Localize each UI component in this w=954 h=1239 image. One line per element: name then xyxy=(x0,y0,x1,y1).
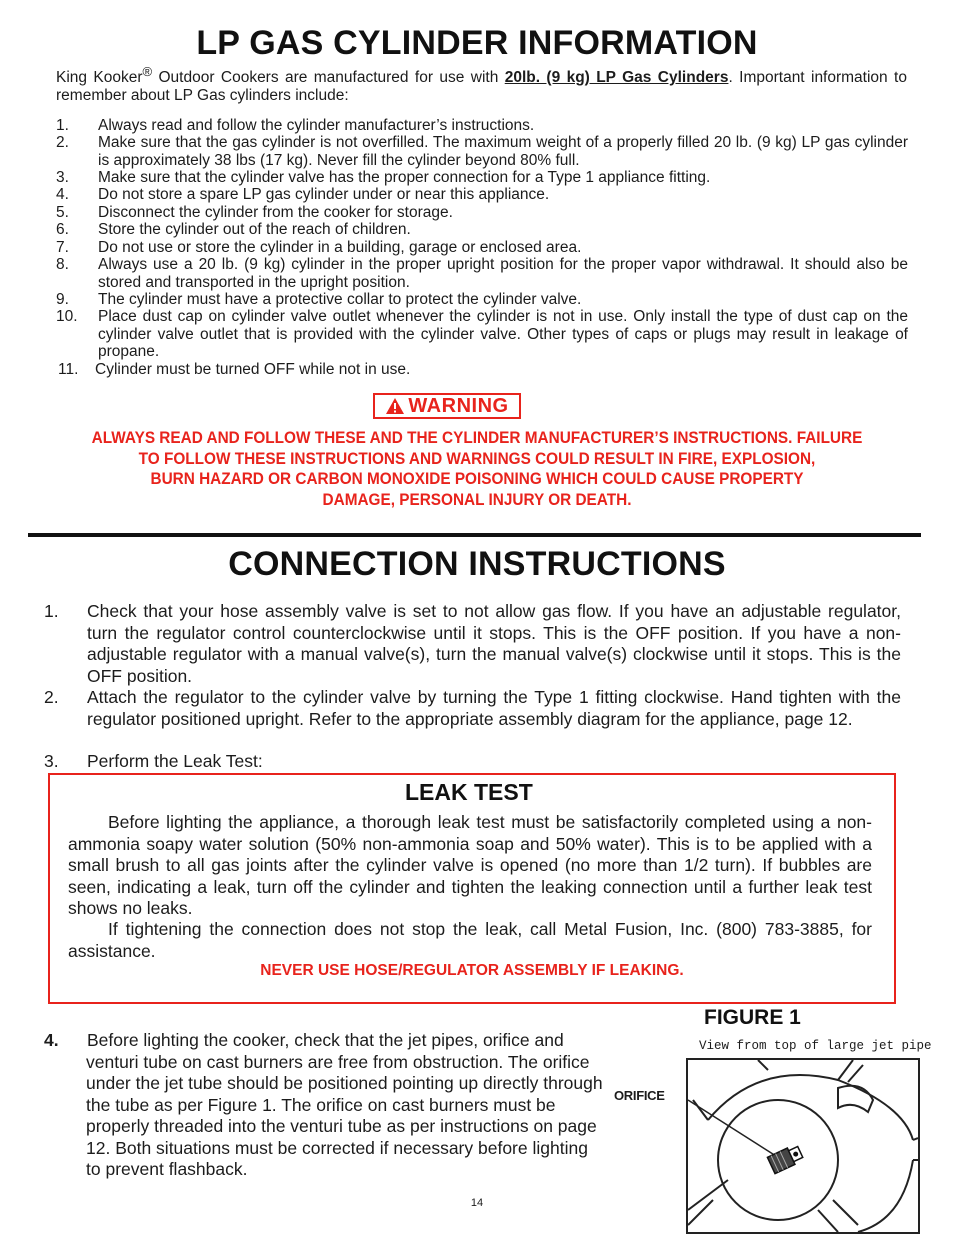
item-text: Place dust cap on cylinder valve outlet whenever the cylinder is not in use. Only install the type of dust cap on the cylinder valve outlet that is provided with the cylinder valve. Other types of caps or plugs may result in leakage of propane. xyxy=(98,308,908,360)
item-text: Store the cylinder out of the reach of children. xyxy=(98,221,411,238)
intro-text: Outdoor Cookers are manufactured for use with xyxy=(152,69,505,87)
step-text: Perform the Leak Test: xyxy=(87,751,263,771)
leak-test-title: LEAK TEST xyxy=(405,779,533,805)
item-number: 7. xyxy=(56,239,69,256)
item-text: Make sure that the cylinder valve has the proper connection for a Type 1 appliance fitting. xyxy=(98,169,711,186)
item-number: 8. xyxy=(56,256,69,273)
item-number: 5. xyxy=(56,204,69,221)
item-number: 2. xyxy=(56,134,69,151)
figure-caption: View from top of large jet pipe xyxy=(699,1039,932,1053)
warning-line: TO FOLLOW THESE INSTRUCTIONS AND WARNINGS COULD RESULT IN FIRE, EXPLOSION, xyxy=(138,449,816,468)
step-4-text: Before lighting the cooker, check that the jet pipes, orifice and venturi tube on cast burners are free from obstruction. The orifice under the jet tube should be positioned pointing up directly through the tube as per Figure 1. The orifice on cast burners must be properly threaded into the venturi tube as per instructions on page 12. Both situations must be corrected if necessary before lighting to prevent flashback. xyxy=(86,1030,603,1179)
cylinder-size-emphasis: 20lb. (9 kg) LP Gas Cylinders xyxy=(504,69,729,87)
section-title: CONNECTION INSTRUCTIONS xyxy=(228,545,726,583)
item-text: Cylinder must be turned OFF while not in use. xyxy=(95,361,411,378)
warning-line: DAMAGE, PERSONAL INJURY OR DEATH. xyxy=(322,490,632,509)
step-text: Attach the regulator to the cylinder valve by turning the Type 1 fitting clockwise. Hand tighten with the regulator positioned upright. Refer to the appropriate assembly diagram for the appliance, page 12. xyxy=(87,687,901,729)
item-text: Make sure that the gas cylinder is not overfilled. The maximum weight of a properly filled 20 lb. (9 kg) LP gas cylinder is approximately 38 lbs (17 kg). Never fill the cylinder beyond 80% full. xyxy=(98,134,908,169)
item-number: 4. xyxy=(56,186,69,203)
registered-mark: ® xyxy=(142,64,153,79)
item-text: Disconnect the cylinder from the cooker for storage. xyxy=(98,204,453,221)
leak-test-paragraph: Before lighting the appliance, a thorough leak test must be satisfactorily completed using a non-ammonia soapy water solution (50% non-ammonia soap and 50% water). This is to be applied with a small brush to all gas joints after the cylinder valve is opened (no more than 1/2 turn). If bubbles are seen, indicating a leak, turn off the cylinder and tighten the leaking connection until a further leak test shows no leaks. xyxy=(68,812,872,918)
item-number: 9. xyxy=(56,291,69,308)
orifice-label: ORIFICE xyxy=(614,1088,665,1103)
step-number: 1. xyxy=(44,601,59,621)
leak-test-box xyxy=(48,773,896,1004)
item-number: 1. xyxy=(56,117,69,134)
brand-name: King Kooker xyxy=(56,69,143,87)
figure-title: FIGURE 1 xyxy=(704,1006,801,1029)
step-number: 3. xyxy=(44,751,59,771)
item-number: 10. xyxy=(56,308,78,325)
item-text: Do not store a spare LP gas cylinder under or near this appliance. xyxy=(98,186,550,203)
item-text: Always read and follow the cylinder manufacturer’s instructions. xyxy=(98,117,535,134)
item-text: Do not use or store the cylinder in a building, garage or enclosed area. xyxy=(98,239,582,256)
warning-line: ALWAYS READ AND FOLLOW THESE AND THE CYLINDER MANUFACTURER’S INSTRUCTIONS. FAILURE xyxy=(91,429,863,447)
warning-line: BURN HAZARD OR CARBON MONOXIDE POISONING WHICH COULD CAUSE PROPERTY xyxy=(150,470,804,488)
item-text: The cylinder must have a protective collar to protect the cylinder valve. xyxy=(98,291,582,308)
item-number: 6. xyxy=(56,221,69,238)
item-text: Always use a 20 lb. (9 kg) cylinder in the proper upright position for the proper vapor withdrawal. It should also be stored and transported in the upright position. xyxy=(98,256,908,291)
page-number: 14 xyxy=(470,1197,484,1209)
leak-test-help-paragraph: If tightening the connection does not stop the leak, call Metal Fusion, Inc. (800) 783-3885, for assistance. xyxy=(68,919,872,961)
item-number: 11. xyxy=(58,361,79,378)
intro-text-end: . Important information to remember about LP Gas cylinders include: xyxy=(56,69,907,104)
page-title: LP GAS CYLINDER INFORMATION xyxy=(196,24,758,62)
step-text: Check that your hose assembly valve is set to not allow gas flow. If you have an adjustable regulator, turn the regulator control counterclockwise until it stops. This is the OFF position. If you have a non-adjustable regulator with a manual valve(s), turn the manual valve(s) clockwise until it stops. This is the OFF position. xyxy=(87,601,901,686)
warning-word: WARNING xyxy=(408,395,509,417)
step-number: 2. xyxy=(44,687,59,707)
item-number: 3. xyxy=(56,169,69,186)
step-number: 4. xyxy=(44,1030,59,1050)
leak-warning: NEVER USE HOSE/REGULATOR ASSEMBLY IF LEAKING. xyxy=(260,962,684,979)
